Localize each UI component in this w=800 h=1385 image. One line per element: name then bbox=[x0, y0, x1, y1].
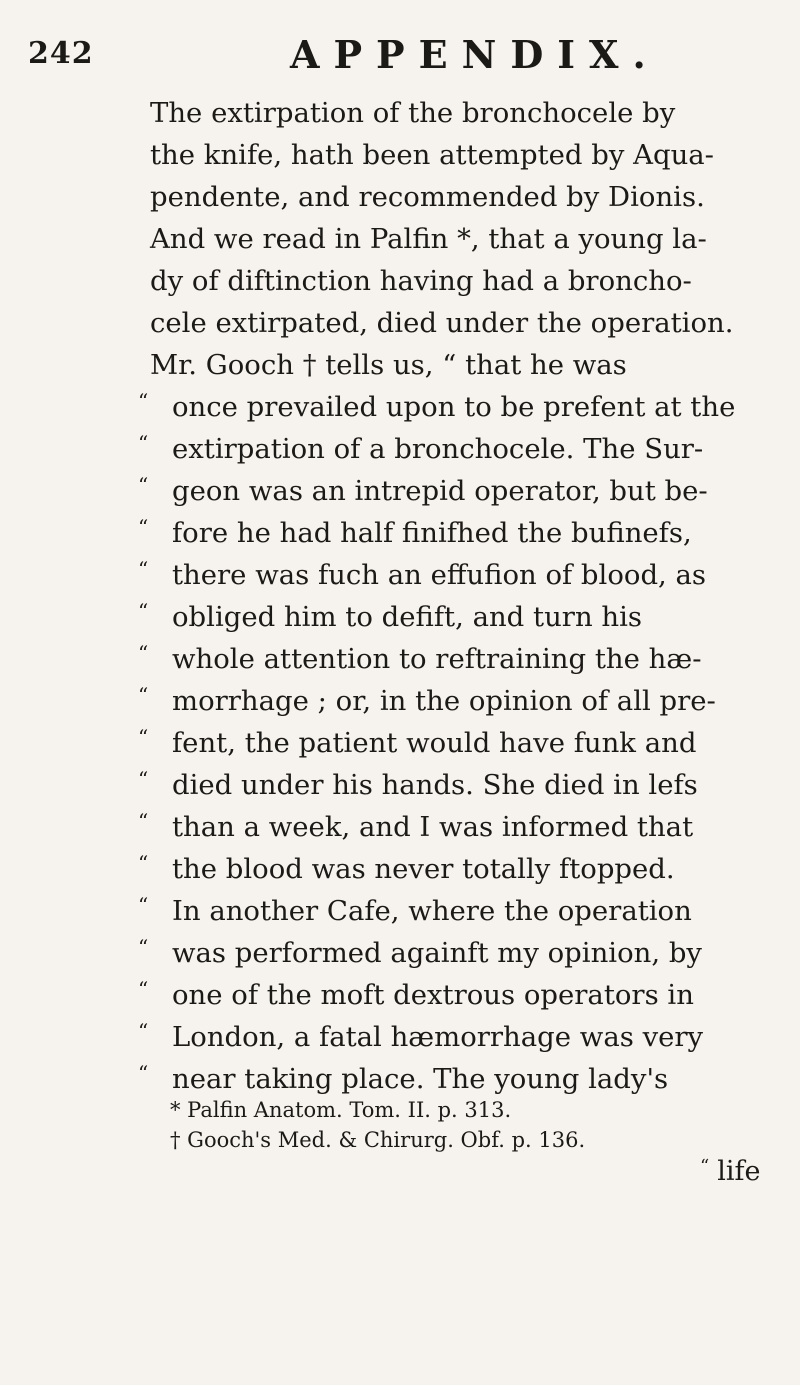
text-line: “ In another Cafe, where the operation bbox=[150, 890, 790, 932]
footnote: * Palfin Anatom. Tom. II. p. 313. bbox=[170, 1098, 512, 1122]
text-line: “ geon was an intrepid operator, but be- bbox=[150, 470, 790, 512]
quote-mark: “ bbox=[138, 977, 149, 1001]
quote-mark: “ bbox=[138, 683, 149, 707]
quote-mark: “ bbox=[138, 935, 149, 959]
quote-mark: “ bbox=[138, 1061, 149, 1085]
text-line: “ died under his hands. She died in lefs bbox=[150, 764, 790, 806]
footnotes bbox=[170, 1095, 790, 1155]
quote-mark: “ bbox=[138, 473, 149, 497]
quote-mark: “ bbox=[138, 431, 149, 455]
quote-mark: “ bbox=[138, 893, 149, 917]
quote-mark: “ bbox=[138, 641, 149, 665]
text-line: cele extirpated, died under the operation. bbox=[150, 307, 734, 339]
catchword bbox=[700, 1156, 760, 1187]
quote-mark: “ bbox=[138, 389, 149, 413]
text-line: Mr. Gooch † tells us, “ that he was bbox=[150, 349, 627, 381]
text-line: And we read in Palfin *, that a young la- bbox=[150, 223, 707, 255]
page-header bbox=[0, 28, 800, 88]
catchword-text: life bbox=[717, 1156, 761, 1187]
text-line: “ fore he had half finifhed the bufinefs, bbox=[150, 512, 790, 554]
text-line: “ than a week, and I was informed that bbox=[150, 806, 790, 848]
text-line: “ was performed againft my opinion, by bbox=[150, 932, 790, 974]
text-line: “ morrhage ; or, in the opinion of all pre- bbox=[150, 680, 790, 722]
text-line: “ fent, the patient would have funk and bbox=[150, 722, 790, 764]
text-line: The extirpation of the bronchocele by bbox=[150, 97, 676, 129]
text-line: pendente, and recommended by Dionis. bbox=[150, 181, 705, 213]
text-line: “ extirpation of a bronchocele. The Sur- bbox=[150, 428, 790, 470]
quote-mark: “ bbox=[138, 1019, 149, 1043]
text-line: “ once prevailed upon to be prefent at the bbox=[150, 386, 790, 428]
footnote: † Gooch's Med. & Chirurg. Obf. p. 136. bbox=[170, 1128, 586, 1152]
text-line: “ obliged him to defift, and turn his bbox=[150, 596, 790, 638]
quote-mark: “ bbox=[138, 557, 149, 581]
text-line: “ the blood was never totally ftopped. bbox=[150, 848, 790, 890]
quote-mark: “ bbox=[138, 809, 149, 833]
quote-mark: “ bbox=[138, 599, 149, 623]
quote-mark: “ bbox=[700, 1156, 710, 1177]
text-line: the knife, hath been attempted by Aqua- bbox=[150, 139, 714, 171]
quote-mark: “ bbox=[138, 725, 149, 749]
text-line: “ London, a fatal hæmorrhage was very bbox=[150, 1016, 790, 1058]
quote-mark: “ bbox=[138, 515, 149, 539]
text-line: “ one of the moft dextrous operators in bbox=[150, 974, 790, 1016]
text-line: “ whole attention to reftraining the hæ- bbox=[150, 638, 790, 680]
text-line: “ there was fuch an effufion of blood, as bbox=[150, 554, 790, 596]
running-title: APPENDIX. bbox=[290, 32, 660, 77]
page-number: 242 bbox=[28, 36, 94, 71]
quote-mark: “ bbox=[138, 851, 149, 875]
body-text bbox=[138, 92, 790, 1100]
text-line: “ near taking place. The young lady's bbox=[150, 1058, 790, 1100]
quote-mark: “ bbox=[138, 767, 149, 791]
text-line: dy of diftinction having had a broncho- bbox=[150, 265, 692, 297]
